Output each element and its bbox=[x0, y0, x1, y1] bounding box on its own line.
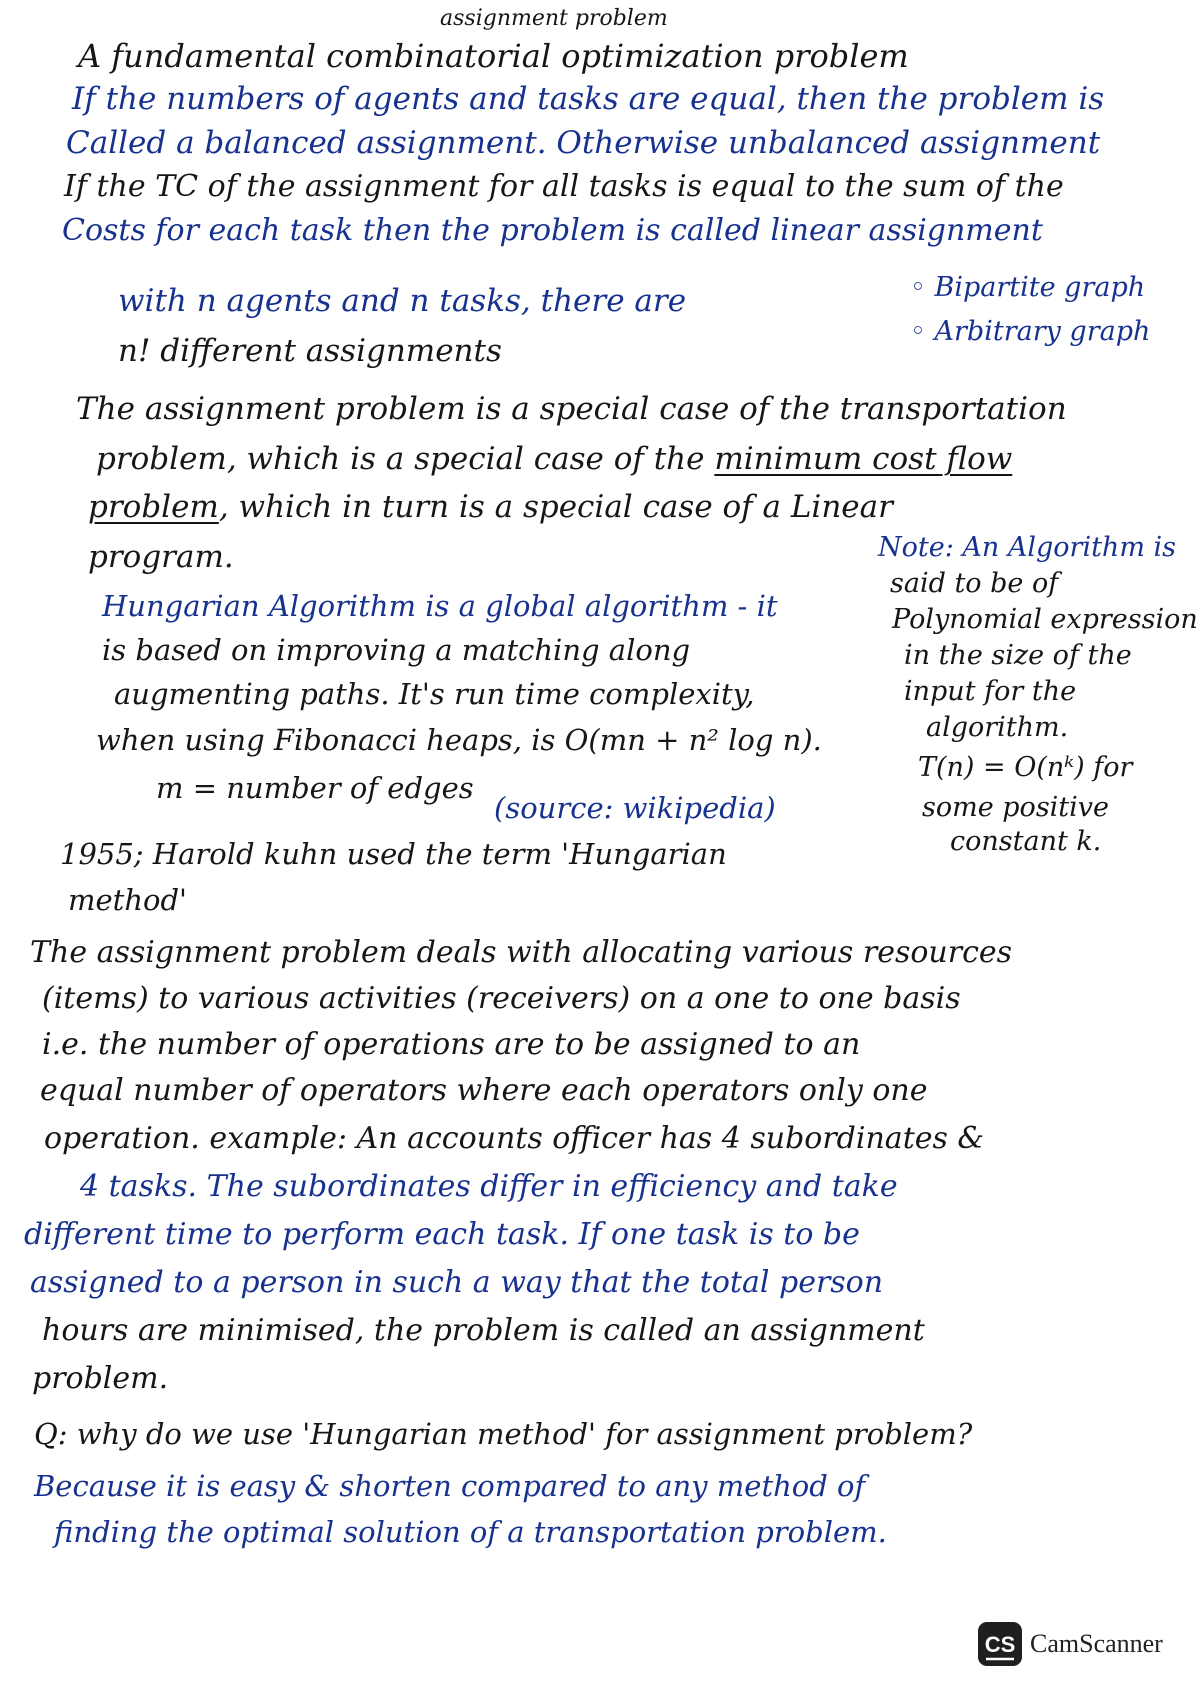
page-title: assignment problem bbox=[440, 6, 668, 31]
question-line: Q: why do we use 'Hungarian method' for assignment problem? bbox=[34, 1417, 973, 1451]
hungarian-line: m = number of edges bbox=[156, 771, 474, 805]
note-line: in the size of the bbox=[904, 640, 1132, 671]
special-case-line: problem, which is a special case of the minimum cost flow bbox=[96, 441, 1013, 477]
hungarian-line: is based on improving a matching along bbox=[102, 633, 691, 667]
note-line: Note: An Algorithm is bbox=[878, 532, 1176, 563]
intro-line: If the numbers of agents and tasks are equal, then the problem is bbox=[72, 81, 1105, 117]
intro-line: Called a balanced assignment. Otherwise unbalanced assignment bbox=[66, 125, 1101, 161]
camscanner-text: CamScanner bbox=[1030, 1629, 1163, 1658]
intro-line: Costs for each task then the problem is called linear assignment bbox=[62, 213, 1043, 248]
body-line: 4 tasks. The subordinates differ in efficiency and take bbox=[80, 1169, 898, 1204]
body-line: different time to perform each task. If one task is to be bbox=[24, 1217, 860, 1252]
bullet-dot-icon: ◦ bbox=[910, 272, 935, 303]
camscanner-watermark bbox=[978, 1620, 1163, 1668]
special-case-line: The assignment problem is a special case of the transportation bbox=[76, 391, 1067, 427]
note-line: constant k. bbox=[950, 826, 1102, 857]
answer-line: finding the optimal solution of a transportation problem. bbox=[54, 1515, 887, 1549]
body-line: problem. bbox=[32, 1361, 169, 1396]
body-line: The assignment problem deals with allocating various resources bbox=[30, 935, 1013, 970]
underlined-term-minimum-cost-flow: minimum cost flow bbox=[714, 441, 1013, 477]
kuhn-line: 1955; Harold kuhn used the term 'Hungarian bbox=[60, 837, 727, 871]
body-line: (items) to various activities (receivers) on a one to one basis bbox=[42, 981, 961, 1016]
body-line: equal number of operators where each operators only one bbox=[40, 1073, 928, 1108]
note-line: said to be of bbox=[890, 568, 1059, 599]
answer-line: Because it is easy & shorten compared to any method of bbox=[34, 1469, 866, 1503]
intro-line: A fundamental combinatorial optimization problem bbox=[78, 37, 909, 75]
hungarian-line: when using Fibonacci heaps, is O(mn + n² log n). bbox=[96, 723, 822, 757]
hungarian-line: Hungarian Algorithm is a global algorithm - it bbox=[102, 589, 778, 623]
note-line: input for the bbox=[904, 676, 1077, 707]
agents-line: with n agents and n tasks, there are bbox=[118, 283, 687, 319]
agents-line: n! different assignments bbox=[118, 333, 502, 369]
body-line: i.e. the number of operations are to be assigned to an bbox=[42, 1027, 861, 1062]
hungarian-line: augmenting paths. It's run time complexity, bbox=[114, 677, 755, 711]
note-line: T(n) = O(nᵏ) for bbox=[918, 752, 1133, 783]
body-line: assigned to a person in such a way that the total person bbox=[30, 1265, 884, 1300]
intro-line: If the TC of the assignment for all tasks is equal to the sum of the bbox=[64, 169, 1064, 204]
kuhn-line: method' bbox=[68, 883, 187, 917]
svg-text:CS: CS bbox=[984, 1632, 1016, 1657]
special-case-line: program. bbox=[88, 539, 234, 575]
note-line: some positive bbox=[922, 792, 1110, 823]
body-line: hours are minimised, the problem is called an assignment bbox=[42, 1313, 925, 1348]
note-line: Polynomial expression bbox=[892, 604, 1198, 635]
body-line: operation. example: An accounts officer has 4 subordinates & bbox=[44, 1121, 985, 1156]
camscanner-logo-icon bbox=[978, 1622, 1022, 1666]
note-line: algorithm. bbox=[926, 712, 1069, 743]
source-citation: (source: wikipedia) bbox=[494, 791, 776, 825]
bullet-bipartite-graph: ◦ Bipartite graph bbox=[910, 272, 1146, 303]
bullet-arbitrary-graph: ◦ Arbitrary graph bbox=[910, 316, 1151, 347]
bullet-dot-icon: ◦ bbox=[910, 316, 935, 347]
underlined-term-problem: problem bbox=[88, 489, 219, 525]
special-case-line: problem, which in turn is a special case of a Linear bbox=[88, 489, 893, 525]
